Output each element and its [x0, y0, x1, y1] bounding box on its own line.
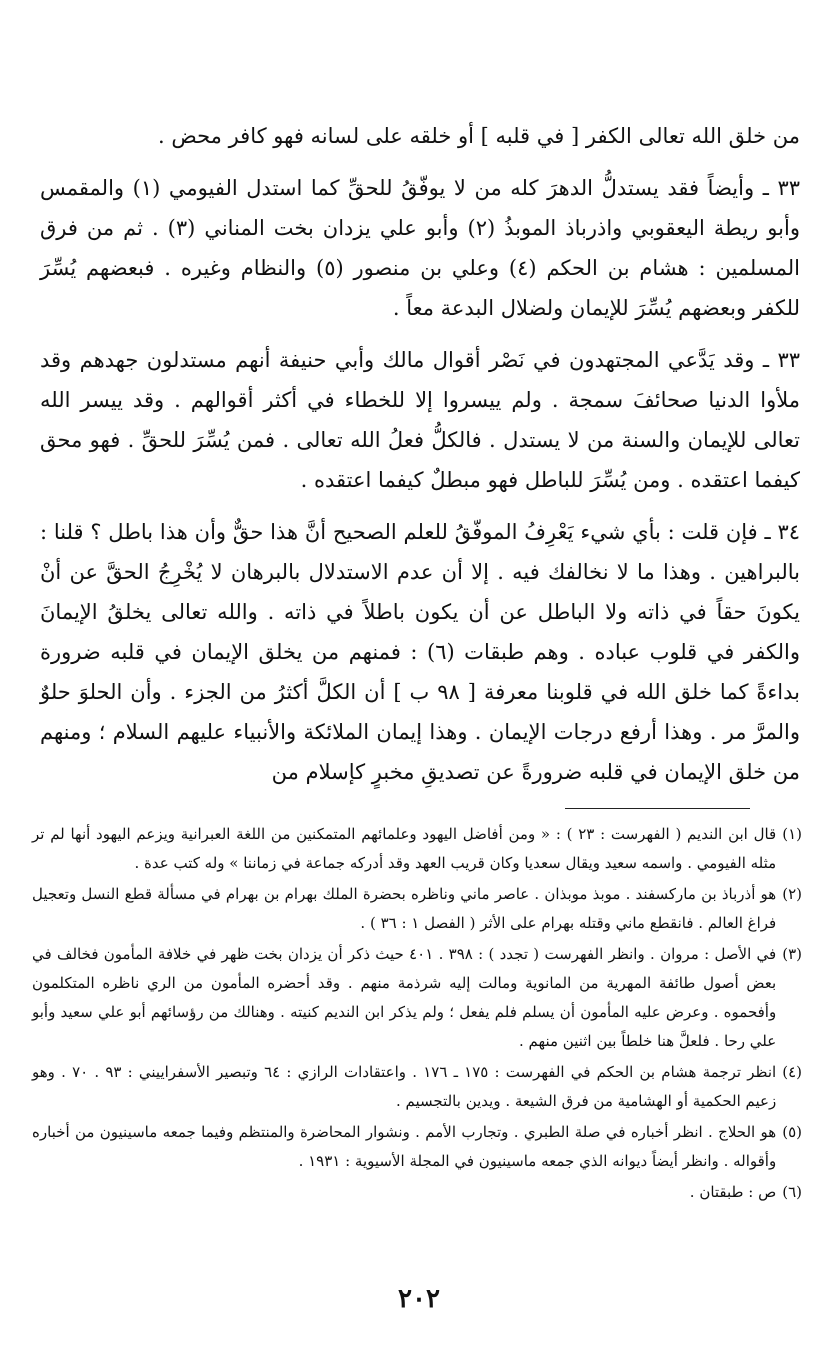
paragraph: ٣٣ ـ وأيضاً فقد يستدلُّ الدهرَ كله من لا يوفّقُ للحقِّ كما استدل الفيومي (١) والمقمس وأبو ريطة اليعقوبي واذرباذ الموبذُ (٢) وأبو علي يزدان بخت المناني (٣) . ثم من فرق المسلمين : هشام بن الحكم (٤) وعلي بن منصور (٥) والنظام وغيره . فبعضهم يُسِّرَ للكفر وبعضهم يُسِّرَ للإيمان ولضلال البدعة معاً . [40, 176, 800, 320]
footnote-text: قال ابن النديم ( الفهرست : ٢٣ ) : « ومن أفاضل اليهود وعلمائهم المتمكنين من اللغة العبرانية ويزعم اليهود أنها لم تر مثله الفيومي . واسمه سعيد ويقال سعديا وكان قريب العهد وقد أدركه جماعة في زماننا » وله كتب عدة . [32, 825, 777, 872]
footnotes [32, 820, 802, 1209]
footnote [32, 1058, 802, 1116]
footnote-number: (٥) [782, 1123, 802, 1141]
page-number: ٢٠٢ [398, 1284, 440, 1314]
footnote-number: (٦) [782, 1183, 802, 1201]
paragraph: من خلق الله تعالى الكفر [ في قلبه ] أو خلقه على لسانه فهو كافر محض . [158, 124, 800, 148]
footnote-text: في الأصل : مروان . وانظر الفهرست ( تجدد ) : ٣٩٨ . ٤٠١ حيث ذكر أن يزدان بخت ظهر في خلافة المأمون فخالف في بعض أصول طائفة المهرية من المانوية ومالت إليه شرذمة منهم . وقد أحضره المأمون من الري ناظره المتكلمون وأفحموه . وعرض عليه المأمون أن يسلم فلم يفعل ؛ ولم يذكر ابن النديم كنيته . وهنالك من رؤسائهم أبو علي سعيد وأبو علي رحا . فلعلَّ هنا خلطاً بين اثنين منهم . [32, 945, 777, 1050]
footnote [32, 820, 802, 878]
footnote-number: (٢) [782, 885, 802, 903]
footnote [32, 940, 802, 1056]
main-text [40, 116, 800, 804]
paragraph: ٣٣ ـ وقد يَدَّعي المجتهدون في نَصْر أقوال مالك وأبي حنيفة أنهم مستدلون جهدهم وقد ملأوا الدنيا صحائفَ سمجة . ولم ييسروا إلا للخطاء في أكثر أقوالهم . وقد ييسر الله تعالى للإيمان والسنة من لا يستدل . فالكلُّ فعلُ الله تعالى . فمن يُسِّرَ للحقِّ . فهو محق كيفما اعتقده . ومن يُسِّرَ للباطل فهو مبطلٌ كيفما اعتقده . [40, 348, 800, 492]
footnote-number: (٣) [782, 945, 802, 963]
footnote [32, 880, 802, 938]
footnote-text: هو الحلاج . انظر أخباره في صلة الطبري . وتجارب الأمم . ونشوار المحاضرة والمنتظم وفيما جمعه ماسينيون من أخباره وأقواله . وانظر أيضاً ديوانه الذي جمعه ماسينيون في المجلة الأسيوية : ١٩٣١ . [32, 1123, 777, 1170]
footnote-text: هو أذرباذ بن ماركسفند . موبذ موبذان . عاصر ماني وناظره بحضرة الملك بهرام بن بهرام في مسألة قطع النسل وتعجيل فراغ العالم . فانقطع ماني وقتله بهرام على الأثر ( الفصل ١ : ٣٦ ) . [32, 885, 777, 932]
paragraph: ٣٤ ـ فإن قلت : بأي شيء يَعْرِفُ الموفّقُ للعلم الصحيح أنَّ هذا حقٌّ وأن هذا باطل ؟ قلنا : بالبراهين . وهذا ما لا نخالفك فيه . إلا أن عدم الاستدلال بالبرهان لا يُخْرِجُ الحقَّ عن أنْ يكونَ حقاً في ذاته ولا الباطل عن أن يكون باطلاً في ذاته . والله تعالى يخلقُ الإيمانَ والكفر في قلوب عباده . وهم طبقات (٦) : فمنهم من يخلق الإيمان في قلبه ضرورة بداءةً كما خلق الله في قلوبنا معرفة [ ٩٨ ب ] أن الكلَّ أكثرُ من الجزء . وأن الحلوَ حلوٌ والمرَّ مر . وهذا أرفع درجات الإيمان . وهذا إيمان الملائكة والأنبياء عليهم السلام ؛ ومنهم من خلق الإيمان في قلبه ضرورةً عن تصديقِ مخبرٍ كإسلام من [40, 520, 800, 784]
footnote-separator [565, 808, 750, 809]
footnote [32, 1118, 802, 1176]
footnote-number: (١) [782, 825, 802, 843]
footnote-text: ص : طبقتان . [689, 1183, 777, 1201]
footnote-number: (٤) [782, 1063, 802, 1081]
footnote [32, 1178, 802, 1207]
footnote-text: انظر ترجمة هشام بن الحكم في الفهرست : ١٧٥ ـ ١٧٦ . واعتقادات الرازي : ٦٤ وتبصير الأسفراييني : ٩٣ . ٧٠ . وهو زعيم الحكمية أو الهشامية من فرق الشيعة . ويدين بالتجسيم . [32, 1063, 777, 1110]
